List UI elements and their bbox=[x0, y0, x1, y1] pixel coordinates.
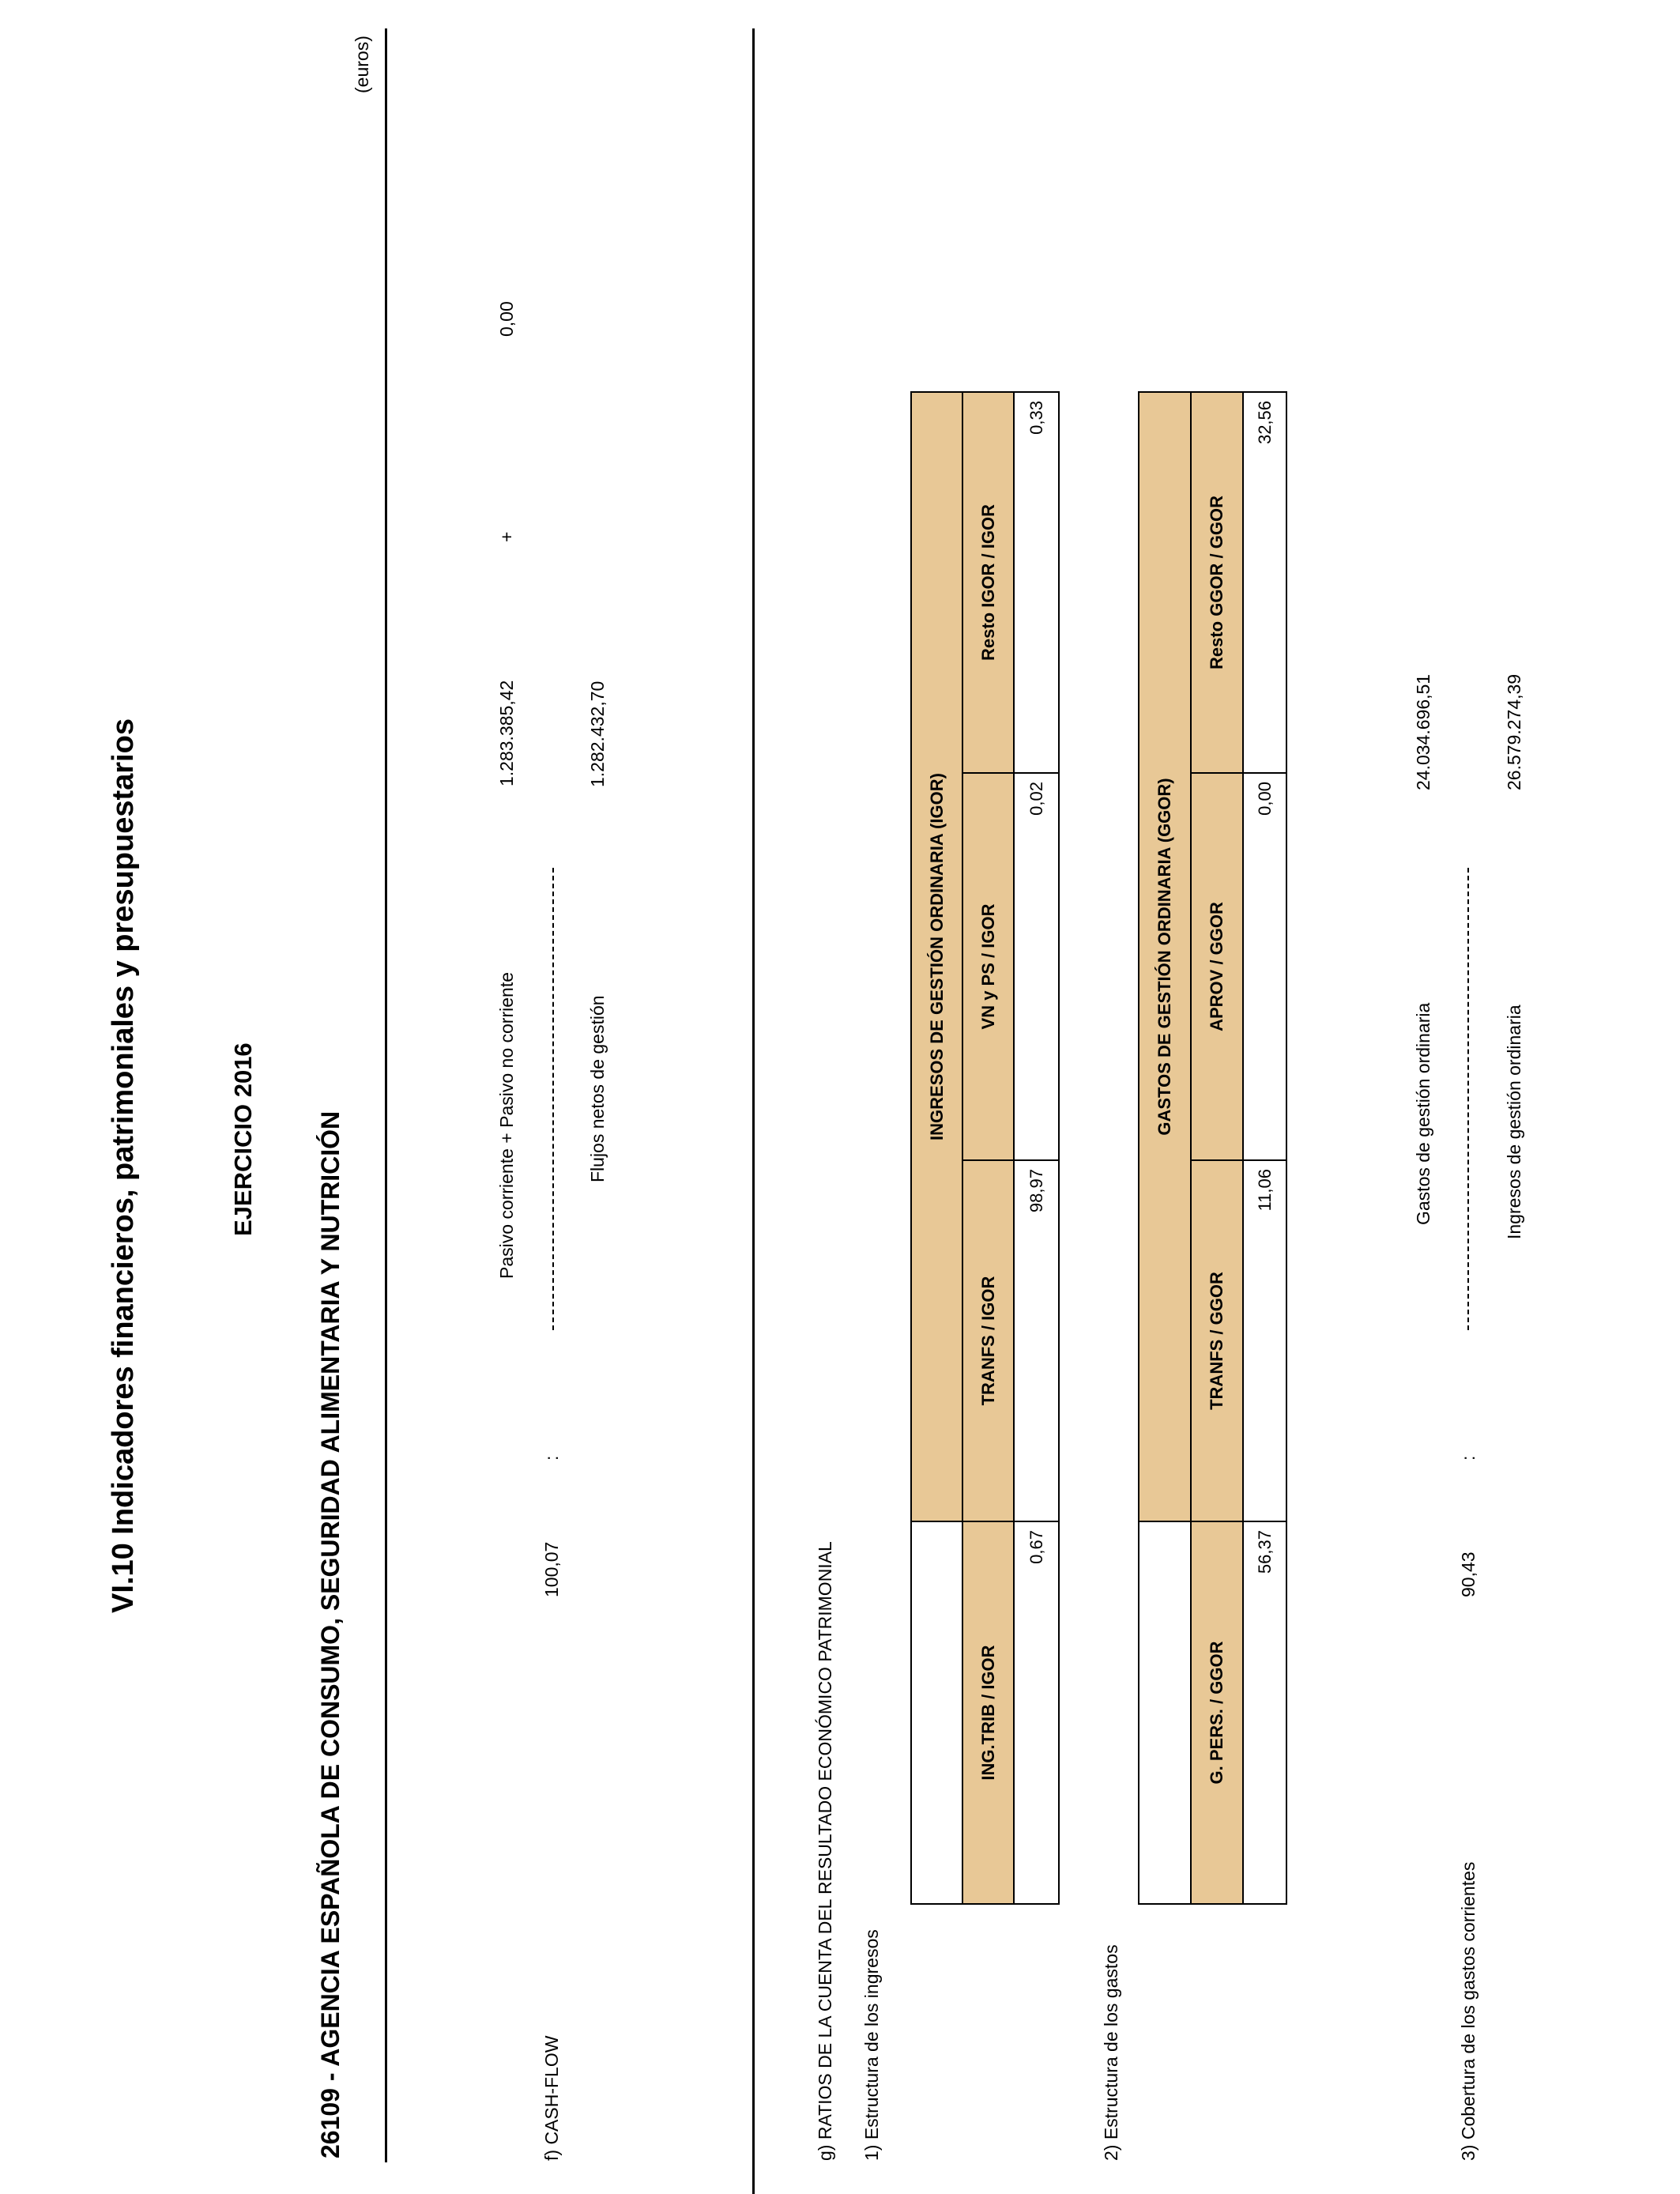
expense-col-header: TRANFS / GGOR bbox=[1191, 1160, 1243, 1521]
coverage-fraction-line bbox=[1467, 868, 1469, 1330]
income-table-title: INGRESOS DE GESTIÓN ORDINARIA (IGOR) bbox=[911, 392, 962, 1521]
ratios-section-label: g) RATIOS DE LA CUENTA DEL RESULTADO ECONÓMICO PATRIMONIAL bbox=[815, 1541, 835, 2161]
income-value-cell: 98,97 bbox=[1014, 1160, 1059, 1521]
income-value-cell: 0,33 bbox=[1014, 392, 1059, 773]
income-structure-label: 1) Estructura de los ingresos bbox=[861, 1929, 882, 2161]
cashflow-numerator-value-2: 0,00 bbox=[496, 301, 517, 337]
income-col-header: VN y PS / IGOR bbox=[962, 773, 1014, 1160]
expense-value-cell: 11,06 bbox=[1243, 1160, 1286, 1521]
cashflow-numerator-value-1: 1.283.385,42 bbox=[496, 680, 517, 786]
header-rule bbox=[385, 28, 387, 2162]
coverage-colon: : bbox=[1458, 1455, 1478, 1461]
expense-structure-label: 2) Estructura de los gastos bbox=[1101, 1944, 1121, 2161]
entity-name: 26109 - AGENCIA ESPAÑOLA DE CONSUMO, SEGURIDAD ALIMENTARIA Y NUTRICIÓN bbox=[316, 1110, 345, 2158]
income-col-header: TRANFS / IGOR bbox=[962, 1160, 1014, 1521]
section-rule bbox=[752, 28, 755, 2194]
cashflow-numerator-label: Pasivo corriente + Pasivo no corriente bbox=[496, 971, 517, 1279]
cashflow-plus: + bbox=[496, 531, 517, 542]
fiscal-year: EJERCICIO 2016 bbox=[229, 1042, 257, 1236]
income-value-cell: 0,02 bbox=[1014, 773, 1059, 1160]
expense-col-header: G. PERS. / GGOR bbox=[1191, 1521, 1243, 1904]
expense-ratio-table bbox=[1138, 391, 1287, 1905]
cashflow-fraction-line bbox=[552, 868, 554, 1330]
page-title: VI.10 Indicadores financieros, patrimoniales y presupuestarios bbox=[107, 718, 140, 1613]
coverage-label: 3) Cobertura de los gastos corrientes bbox=[1458, 1861, 1478, 2161]
cashflow-colon: : bbox=[541, 1455, 562, 1461]
expense-value-cell: 0,00 bbox=[1243, 773, 1286, 1160]
income-col-header: Resto IGOR / IGOR bbox=[962, 392, 1014, 773]
coverage-numerator-value: 24.034.696,51 bbox=[1413, 673, 1433, 790]
coverage-denominator-label: Ingresos de gestión ordinaria bbox=[1504, 1005, 1524, 1239]
coverage-value: 90,43 bbox=[1458, 1551, 1478, 1597]
expense-col-header: Resto GGOR / GGOR bbox=[1191, 392, 1243, 773]
income-value-cell: 0,67 bbox=[1014, 1521, 1059, 1904]
expense-table-title: GASTOS DE GESTIÓN ORDINARIA (GGOR) bbox=[1139, 392, 1191, 1521]
expense-col-header: APROV / GGOR bbox=[1191, 773, 1243, 1160]
expense-value-cell: 56,37 bbox=[1243, 1521, 1286, 1904]
coverage-denominator-value: 26.579.274,39 bbox=[1504, 673, 1524, 790]
income-col-header: ING.TRIB / IGOR bbox=[962, 1521, 1014, 1904]
currency-unit: (euros) bbox=[352, 36, 372, 93]
cashflow-denominator-value: 1.282.432,70 bbox=[587, 680, 608, 787]
cashflow-value: 100,07 bbox=[541, 1541, 562, 1597]
income-ratio-table bbox=[910, 391, 1060, 1905]
cashflow-label: f) CASH-FLOW bbox=[541, 2035, 562, 2161]
cashflow-denominator-label: Flujos netos de gestión bbox=[587, 995, 608, 1182]
coverage-numerator-label: Gastos de gestión ordinaria bbox=[1413, 1002, 1433, 1225]
expense-value-cell: 32,56 bbox=[1243, 392, 1286, 773]
